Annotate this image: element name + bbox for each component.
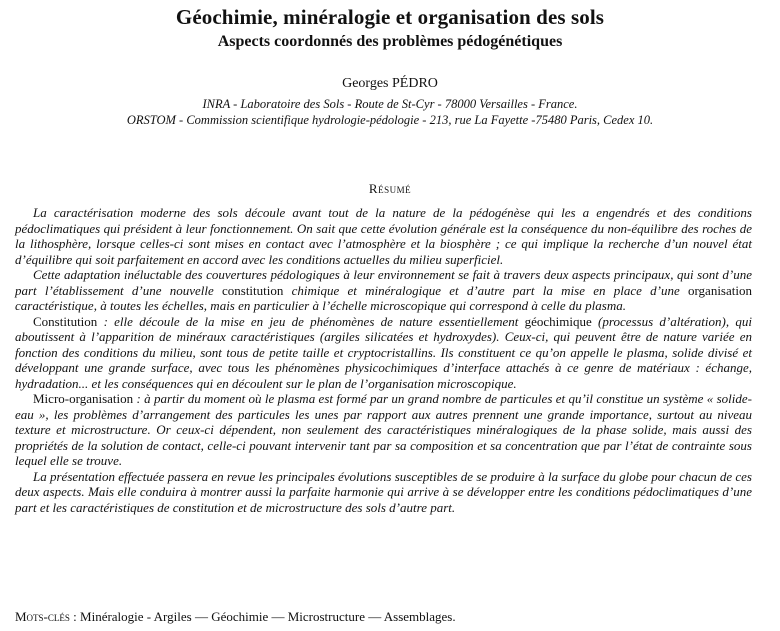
- keywords-list: : Minéralogie - Argiles — Géochimie — Microstructure — Assemblages.: [69, 609, 456, 624]
- abstract-p4-lead: Micro-organisation: [33, 391, 134, 406]
- affiliation-orstom: ORSTOM - Commission scientifique hydrologie-pédologie - 213, rue La Fayette -75480 Paris, Cedex 10.: [126, 113, 654, 127]
- article-title: Géochimie, minéralogie et organisation des sols: [175, 5, 605, 29]
- abstract-paragraph-4: [15, 391, 752, 469]
- affiliation-inra: INRA - Laboratoire des Sols - Route de St-Cyr - 78000 Versailles - France.: [202, 97, 578, 111]
- keywords-line: [15, 609, 752, 625]
- article-subtitle: Aspects coordonnés des problèmes pédogénétiques: [217, 33, 563, 50]
- abstract-paragraph-3: [15, 314, 752, 392]
- abstract-p2-start: Cette adaptation inéluctable des couvertures pédologiques à leur environnement se fait à travers deux aspects principaux, qui sont d’une part l’établissement d’une nouvelle: [15, 267, 752, 298]
- abstract-p3-lead: Constitution: [33, 313, 98, 329]
- abstract-p3-start: : elle découle de la mise en jeu de phénomènes de nature essentiellement: [97, 313, 525, 329]
- abstract-p2-term-constitution: constitution: [221, 282, 284, 298]
- abstract-p4-body: : à partir du moment où le plasma est formé par un grand nombre de particules et qu’il constitue un système « solide-eau », les problèmes d’arrangement des particules les unes par rapport aux autres prennent une grande importance, surtout au niveau texture et microstructure. Or ceux-ci dépendent, non seulement des caractéristiques minéralogiques de la phase solide, mais aussi des propriétés de la solution de contact, celle-ci pouvant intervenir tant par sa composition et sa concentration que par l’état de contrainte sous lequel elle se trouve.: [15, 391, 752, 468]
- abstract-p2-mid: chimique et minéralogique et d’autre part la mise en place d’une: [283, 282, 688, 298]
- abstract-p3-end: (processus d’altération), qui aboutissent à l’apparition de minéraux caractéristiques (argiles silicatées et hydroxydes). Ceux-ci, qui peuvent être de nature variée en fonction des conditions du milieu, sont tous de petite taille et cryptocristallins. Ils constituent ce qu’on appelle le plasma, solide divisé et développant une grande surface, avec tous les phénomènes physicochimiques d’interface attachés à ce genre de matériaux : échange, hydradation... et les conséquences qui en découlent sur le plan de l’organisation microscopique.: [15, 313, 752, 391]
- abstract-paragraph-2: [15, 267, 752, 314]
- abstract-body: [15, 205, 752, 515]
- abstract-paragraph-1: La caractérisation moderne des sols découle avant tout de la nature de la pédogénèse qui les a engendrés et des conditions pédoclimatiques qui président à leur fonctionnement. On sait que cette évolution générale est la conséquence du non-équilibre des roches de la lithosphère, lorsque celles-ci sont mises en contact avec l’atmosphère et la biosphère ; ce qui implique la recherche d’un nouvel état d’équilibre qui soit parfaitement en accord avec les conditions actuelles du milieu superficiel.: [15, 205, 752, 267]
- abstract-p3-term-geochimique: géochimique: [524, 313, 592, 329]
- author-name: Georges PÉDRO: [342, 76, 438, 91]
- keywords-label: Mots-clés: [15, 609, 70, 624]
- abstract-p2-term-organisation: organisation: [687, 282, 752, 298]
- abstract-heading: Résumé: [368, 181, 412, 196]
- abstract-p2-end: caractéristique, à toutes les échelles, mais en particulier à l’échelle microscopique qui correspond à celle du plasma.: [15, 298, 626, 313]
- abstract-paragraph-5: La présentation effectuée passera en revue les principales évolutions susceptibles de se produire à la surface du globe pour chacun de ces deux aspects. Mais elle conduira à montrer aussi la parfaite harmonie qui arrive à se développer entre les conditions pédoclimatiques d’une part et les caractéristiques de constitution et de microstructure des sols d’autre part.: [15, 468, 752, 515]
